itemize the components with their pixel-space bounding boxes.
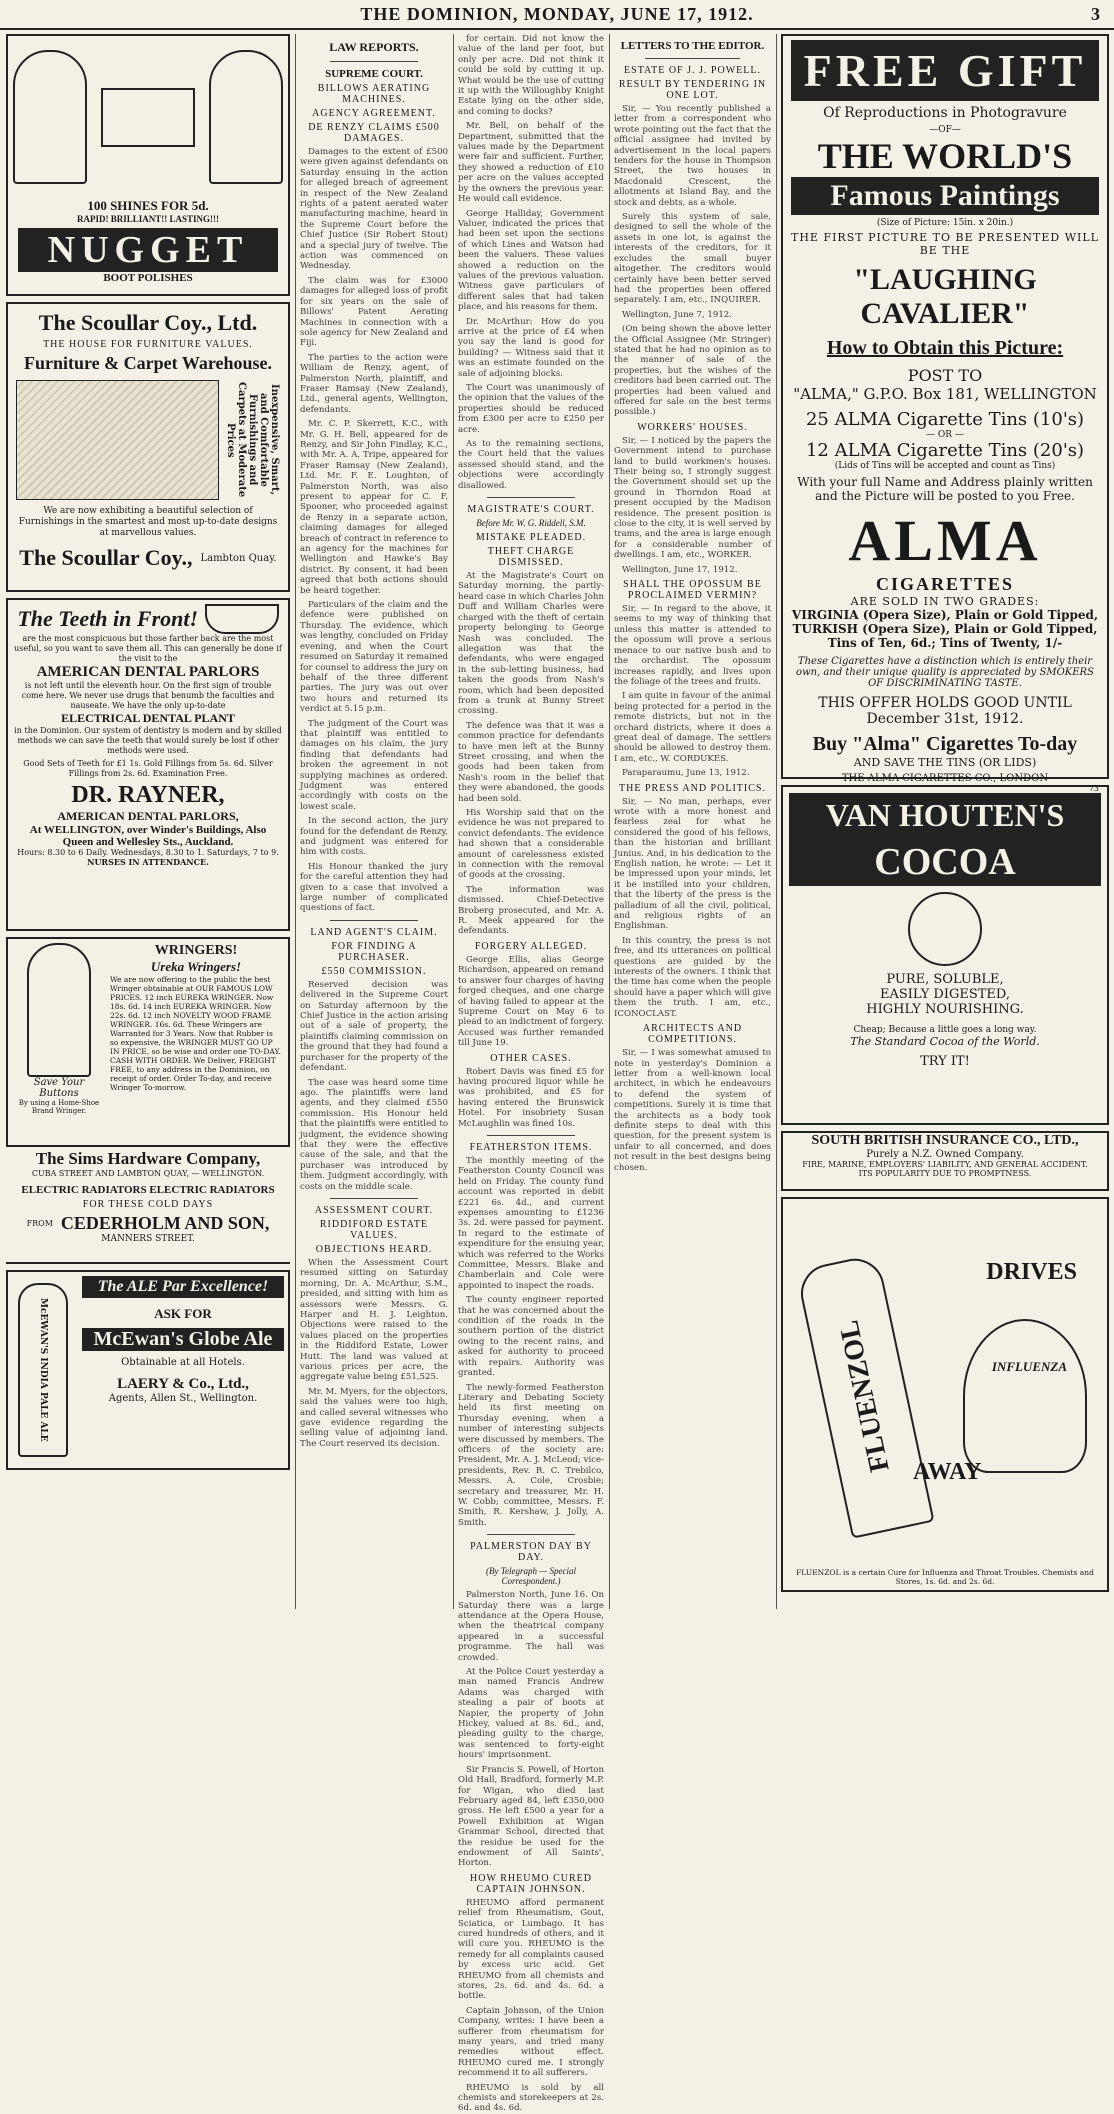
- nugget-ad: [6, 34, 290, 296]
- dental-plant-text: in the Dominion. Our system of dentistry is modern and by skilled methods we can save the teeth that would surely be lost if other methods were used.: [14, 726, 282, 755]
- turkish-grade: TURKISH (Opera Size), Plain or Gold Tipped,: [792, 622, 1098, 636]
- col-law-reports: [300, 34, 448, 1609]
- nugget-brand: NUGGET: [18, 228, 278, 272]
- insurance-fire: FIRE, MARINE, EMPLOYERS' LIABILITY, AND GENERAL ACCIDENT.: [802, 1160, 1088, 1169]
- cocoa-heading: COCOA: [789, 838, 1101, 886]
- article-paragraph: Mr. M. Myers, for the objectors, said the values were too high, and called several witnesses who gave evidence regarding the selling value of adjoining land. The Court reserved its decision.: [300, 1386, 448, 1449]
- law-case: BILLOWS AERATING MACHINES.: [317, 83, 431, 105]
- article-paragraph: Robert Davis was fined £5 for having procured liquor while he was prohibited, and £5 for having entered the Brunswick Hotel. For insobriety Susan McLaughlin was fined 10s.: [458, 1066, 604, 1129]
- article-paragraph: The defence was that it was a common practice for defendants to have men left at the Bunny Street crossing, and when the goods had been taken from Nash's room in the belief that they were abandoned, the goods had been sold.: [458, 720, 604, 804]
- article-paragraph: (On being shown the above letter the Official Assignee (Mr. Stringer) stated that he had no opinion as to the manner of sale of the properties, but the wishes of the creditors had been carried out. The properties had been valued and offered for sale on the best terms possible.): [614, 324, 771, 418]
- column-rule: [609, 34, 610, 1609]
- assess-title: ASSESSMENT COURT.: [314, 1204, 434, 1216]
- col-courts: [458, 34, 604, 2114]
- repro-text: Of Reproductions in Photogravure: [823, 105, 1067, 121]
- tins-price: Tins of Ten, 6d.; Tins of Twenty, 1/-: [827, 636, 1063, 650]
- mcewan-headline: The ALE Par Excellence!: [82, 1276, 284, 1298]
- article-paragraph: Sir Francis S. Powell, of Horton Old Hall, Bradford, formerly M.P. for Wigan, who died last February aged 84, left £350,000 gross. He left £500 a year for a Powell Exhibition at Wigan Grammar School, directed that the residue be used for the endowment of All Saints', Horton.: [458, 1764, 604, 1869]
- teeth-icon: [205, 604, 279, 634]
- cocoa-tin-icon: [908, 892, 982, 966]
- article-paragraph: The judgment of the Court was that plaintiff was entitled to damages on his claim, the jury finding that defendants had broken the agreement in not supplying machines as ordered. Judgment was entered accordingly with costs on the lowest scale.: [300, 718, 448, 812]
- article-paragraph: The information was dismissed. Chief-Detective Broberg prosecuted, and Mr. A. R. Meek appeared for the defendants.: [458, 884, 604, 937]
- scoullar-house: THE HOUSE FOR FURNITURE VALUES.: [43, 339, 253, 350]
- fluenzol-influenza: INFLUENZA: [991, 1359, 1067, 1374]
- cocoa-cheap: Cheap; Because a little goes a long way.: [853, 1025, 1037, 1035]
- mcewan-agent-address: Agents, Allen St., Wellington.: [108, 1393, 258, 1404]
- tender-heading: RESULT BY TENDERING IN ONE LOT.: [618, 79, 767, 101]
- sims-company: The Sims Hardware Company,: [35, 1149, 261, 1168]
- article-paragraph: When the Assessment Court resumed sitting on Saturday morning, Dr. A. McArthur, S.M., presided, and sitting with him as assessors were Messrs. G. Harper and H. J. Leighton. Objections were raised to the values placed on the properties in the Riddiford Estate, Lower Hutt. The land was valued at various prices per acre, the aggregate value being £51,525.: [300, 1257, 448, 1383]
- laughing-cavalier: "LAUGHING CAVALIER": [853, 263, 1037, 330]
- col-letters: [614, 34, 771, 1609]
- article-paragraph: Particulars of the claim and the defence were published on Thursday. The evidence, which was lengthy, concluded on Friday evening, and when the Court resumed on Saturday it remained for counsel to address the jury on behalf of the three different parties. The jury was out over two hours and returned its verdict at 5.15 p.m.: [300, 600, 448, 715]
- article-paragraph: The case was heard some time ago. The plaintiffs were land agents, and they claimed £550 commission. His Honour held that the plaintiffs were entitled to judgment, the evidence showing that they were the effective cause of the sale, and that the purchaser was introduced by them. Judgment accordingly, with costs on the middle scale.: [300, 1077, 448, 1192]
- mistake-heading: MISTAKE PLEADED.: [475, 532, 587, 544]
- law-claim: DE RENZY CLAIMS £500 DAMAGES.: [308, 122, 440, 144]
- article-paragraph: At the Police Court yesterday a man named Francis Andrew Adams was charged with stealing a pair of boots at Napier, the property of John Hickey, valued at 8s. 6d., and, pleading guilty to the charge, was sentenced to forty-eight hours' imprisonment.: [458, 1667, 604, 1761]
- featherston-title: FEATHERSTON ITEMS.: [469, 1141, 593, 1153]
- article-paragraph: His Honour thanked the jury for the careful attention they had given to a case that involved a large number of complicated questions of fact.: [300, 861, 448, 914]
- fluenzol-footer: FLUENZOL is a certain Cure for Influenza and Throat Troubles. Chemists and Stores, 1s. 6d. and 2s. 6d.: [796, 1568, 1094, 1586]
- dental-headline: The Teeth in Front!: [17, 606, 199, 631]
- nugget-tagline: RAPID! BRILLIANT!! LASTING!!!: [76, 214, 219, 224]
- dental-intro2: is not left until the eleventh hour. On the first sign of trouble come here. We never use drugs that benumb the faculties and nauseate. We have the only up-to-date: [21, 681, 275, 710]
- column-rule: [776, 34, 777, 1609]
- column-rule: [453, 34, 454, 1609]
- mcewan-brand: McEwan's Globe Ale: [82, 1328, 284, 1351]
- or-separator: — OR —: [926, 430, 964, 440]
- room-illustration: [16, 380, 219, 500]
- polish-tin-icon: [101, 88, 195, 147]
- ale-bottle-icon: McEWAN'S INDIA PALE ALE: [18, 1283, 68, 1457]
- assess-sub: RIDDIFORD ESTATE VALUES.: [319, 1218, 429, 1241]
- fluenzol-away: AWAY: [913, 1459, 982, 1485]
- article-paragraph: Sir, — In regard to the above, it seems to my way of thinking that unless this matter is attended to the opossum will prove a serious menace to our native bush and to the orchardist. The opossum increases rapidly, and lives upon the foliage of the trees and fruits.: [614, 604, 771, 687]
- cocoa-try: TRY IT!: [920, 1054, 970, 1069]
- architects-heading: ARCHITECTS AND COMPETITIONS.: [642, 1023, 743, 1046]
- grades-text: ARE SOLD IN TWO GRADES:: [850, 595, 1040, 608]
- article-paragraph: In this country, the press is not free, and its utterances on political questions are guided by the interests of the owners. I think that the time has come when the people should have a paper which will give them the truth. I am, etc., ICONOCLAST.: [614, 935, 771, 1019]
- virginia-grade: VIRGINIA (Opera Size), Plain or Gold Tipped,: [791, 608, 1099, 622]
- palmerston-title: PALMERSTON DAY BY DAY.: [470, 1541, 592, 1564]
- wringer-ad: [6, 937, 290, 1147]
- nugget-shines: 100 SHINES FOR 5d.: [87, 198, 209, 213]
- cocoa-highly: HIGHLY NOURISHING.: [866, 1002, 1024, 1017]
- fluenzol-drives: DRIVES: [986, 1259, 1077, 1285]
- article-paragraph: Paraparaumu, June 13, 1912.: [622, 768, 750, 779]
- sims-address: CUBA STREET AND LAMBTON QUAY, — WELLINGTON.: [31, 1169, 265, 1178]
- article-paragraph: George Halliday, Government Valuer, indicated the prices that had been set upon the sections of which Lines and Watson had been the valuers. These values showed a reduction on the values of the previous valuation. Witness gave particulars of different sales that had taken place, and his reasons for them.: [458, 208, 604, 313]
- mcewan-agent: LAERY & Co., Ltd.,: [117, 1376, 249, 1392]
- dental-intro: are the most conspicuous but those farther back are the most useful, so you want to save them all. This can generally be done if the visit to the: [14, 634, 282, 663]
- fluenzol-label: FLUENZOL: [833, 1317, 896, 1475]
- scoullar-blurb: We are now exhibiting a beautiful selection of Furnishings in the smartest and most up-to-date designs at marvellous values.: [18, 506, 278, 538]
- scoullar-warehouse: Furniture & Carpet Warehouse.: [24, 353, 272, 373]
- save-tins: AND SAVE THE TINS (OR LIDS): [853, 756, 1037, 769]
- law-court: SUPREME COURT.: [325, 68, 423, 80]
- scoullar-ad: [6, 302, 290, 592]
- van-houten-brand: VAN HOUTEN'S: [789, 793, 1101, 838]
- agent-sub: FOR FINDING A PURCHASER.: [331, 940, 417, 963]
- article-paragraph: The county engineer reported that he was concerned about the condition of the roads in the southern portion of the district owing to the recent rains, and asked for authority to proceed with repairs. Authority was granted.: [458, 1295, 604, 1379]
- workers-heading: WORKERS' HOUSES.: [637, 421, 748, 433]
- dental-hours: Hours: 8.30 to 6 Daily. Wednesdays, 8.30 to 1. Saturdays, 7 to 9.: [17, 848, 279, 857]
- article-paragraph: Damages to the extent of £500 were given against defendants on Saturday ensuing in the action for alleged breach of agreement in respect of the New Zealand rights of a patent aerated water manufacturing machine, heard in the Supreme Court before the Chief Justice (Sir Robert Stout) and a special jury of twelve. The action was commenced on Wednesday.: [300, 147, 448, 272]
- article-paragraph: At the Magistrate's Court on Saturday morning, the partly-heard case in which Charles John Duff and William Charles were charged with the theft of certain property belonging to George Nash was concluded. The allegation was that the defendants, who were engaged in the sub-letting business, had taken the goods from Nash's room, which had been deposited from a trunk at Bunny Street crossing.: [458, 571, 604, 717]
- column-rule: [295, 34, 296, 1609]
- article-paragraph: The Court was unanimously of the opinion that the values of the properties should be reduced from £300 per acre to £250 per acre.: [458, 383, 604, 435]
- tins-25: 25 ALMA Cigarette Tins (10's): [805, 409, 1085, 430]
- scoullar-side: Inexpensive, Smart, and Comfortable Furnishings and Carpets at Moderate Prices: [225, 382, 280, 498]
- letters-title: LETTERS TO THE EDITOR.: [620, 40, 765, 52]
- dental-nurses: NURSES IN ATTENDANCE.: [87, 857, 209, 867]
- scoullar-footer: The Scoullar Coy.,: [19, 545, 193, 570]
- article-paragraph: Palmerston North, June 16. On Saturday there was a large attendance at the Opera House, when the theatrical company appeared in a successful programme. The hall was crowded.: [458, 1590, 604, 1663]
- radiator-title: ELECTRIC RADIATORS ELECTRIC RADIATORS: [21, 1184, 275, 1196]
- insurance-purely: Purely a N.Z. Owned Company.: [866, 1149, 1024, 1160]
- figure-icon: [13, 50, 87, 184]
- law-subcase: AGENCY AGREEMENT.: [312, 108, 436, 119]
- radiator-sub: FOR THESE COLD DAYS: [82, 1199, 214, 1210]
- alma-code: 73: [1088, 784, 1099, 793]
- mcewan-ad: [6, 1270, 290, 1470]
- article-paragraph: Sir, — I noticed by the papers the Government intend to purchase land to build workmen's houses. Their being so, I strongly suggest the Government should set up the ground in Thorndon Road at present occupied by the Madison residence. The present position is close to the city, it is well served by trams, and the area is large enough for a considerable number of dwellings. I am, etc., WORKER.: [614, 435, 771, 561]
- dental-doctor-parlors: AMERICAN DENTAL PARLORS,: [57, 809, 239, 823]
- dental-plant: ELECTRICAL DENTAL PLANT: [61, 711, 235, 725]
- fluenzol-ad: [781, 1197, 1109, 1592]
- dental-parlors: AMERICAN DENTAL PARLORS: [36, 664, 260, 680]
- scoullar-location: Lambton Quay.: [200, 552, 277, 564]
- mcewan-obtainable: Obtainable at all Hotels.: [121, 1357, 245, 1368]
- article-paragraph: RHEUMO is sold by all chemists and storekeepers at 2s. 6d. and 4s. 6d.: [458, 2082, 604, 2114]
- figure-icon: [209, 50, 283, 184]
- estate-heading: ESTATE OF J. J. POWELL.: [624, 65, 761, 76]
- cigarettes-heading: CIGARETTES: [875, 574, 1015, 594]
- radiator-street: MANNERS STREET.: [101, 1234, 195, 1244]
- article-paragraph: Dr. McArthur: How do you arrive at the price of £4 when you say the land is good for building? — Witness said that it was an estimate founded on the sale of adjoining blocks.: [458, 316, 604, 379]
- article-paragraph: Reserved decision was delivered in the Supreme Court on Saturday afternoon by the Chief Justice in the action arising out of a sale of property, the plaintiffs claiming commission on the ground that they had found a purchaser for the property of the defendant.: [300, 979, 448, 1074]
- article-paragraph: His Worship said that on the evidence he was not prepared to convict defendants. The evidence had shown that a considerable amount of carelessness existed in connection with the removal of goods at the crossing.: [458, 808, 604, 881]
- article-paragraph: Wellington, June 7, 1912.: [622, 309, 732, 320]
- offer-text: THIS OFFER HOLDS GOOD UNTIL December 31st, 1912.: [818, 695, 1072, 727]
- insurance-popularity: ITS POPULARITY DUE TO PROMPTNESS.: [858, 1169, 1032, 1178]
- tins-12: 12 ALMA Cigarette Tins (20's): [805, 440, 1085, 461]
- cocoa-standard: The Standard Cocoa of the World.: [850, 1035, 1040, 1048]
- dental-address: At WELLINGTON, over Winder's Buildings, Also Queen and Wellesley Sts., Auckland.: [29, 824, 267, 848]
- cocoa-pure: PURE, SOLUBLE,: [886, 972, 1004, 987]
- other-heading: OTHER CASES.: [490, 1052, 572, 1064]
- press-heading: THE PRESS AND POLITICS.: [619, 782, 766, 794]
- radiator-ad: [6, 1184, 290, 1264]
- worlds-heading: THE WORLD'S: [817, 136, 1073, 176]
- alma-box: "ALMA," G.P.O. Box 181, WELLINGTON: [793, 385, 1097, 403]
- post-to: POST TO: [907, 366, 983, 385]
- radiator-from: FROM: [26, 1219, 53, 1228]
- article-paragraph: Sir, — You recently published a letter from a correspondent who wrote pointing out the fact that the official assignee had invited by advertisement in the local papers tenders for the house in Thompson Street, the two houses in Macdonald Crescent, the allotments at Island Bay, and the stock and debts, as a whole.: [614, 104, 771, 208]
- mcewan-ask: ASK FOR: [154, 1306, 212, 1321]
- famous-paintings-heading: Famous Paintings: [791, 177, 1099, 215]
- dental-prices: Good Sets of Teeth for £1 1s. Gold Fillings from 5s. 6d. Silver Fillings from 2s. 6d. Examination Free.: [23, 759, 273, 778]
- article-paragraph: The parties to the action were William de Renzy, agent, of Palmerston North, plaintiff, and Fraser Ramsay (New Zealand), Ltd., general agents, Wellington, defendants.: [300, 352, 448, 415]
- forgery-heading: FORGERY ALLEGED.: [474, 940, 588, 952]
- wringer-caption: Save Your Buttons: [33, 1077, 85, 1099]
- article-paragraph: Mr. Bell, on behalf of the Department, submitted that the values made by the Department were fair and sufficient. Further, they showed a reduction of £10 per acre on the values accepted by the owners the previous year. He would call evidence.: [458, 121, 604, 205]
- masthead: [0, 0, 1114, 30]
- law-title: LAW REPORTS.: [329, 40, 419, 54]
- theft-heading: THEFT CHARGE DISMISSED.: [487, 546, 575, 569]
- dental-doctor: DR. RAYNER,: [71, 782, 225, 808]
- insurance-name: SOUTH BRITISH INSURANCE CO., LTD.,: [811, 1133, 1079, 1148]
- article-paragraph: In the second action, the jury found for the defendant de Renzy, and judgment was entered for him with costs.: [300, 816, 448, 858]
- article-paragraph: Surely this system of sale, designed to sell the whole of the assets in one lot, is against the interests of the creditors, for it excludes the small buyer altogether. The creditors would certainly have been better served had the properties been offered separately. I am, etc., INQUIRER.: [614, 212, 771, 306]
- wringer-text: We are now offering to the public the best Wringer obtainable at OUR FAMOUS LOW PRICES. 12 inch EUREKA WRINGER. Now 18s. 6d. 14 inch EUREKA WRINGER. Now 22s. 6d. 12 inch NOVELTY WOOD FRAME WRINGER. 16s. 6d. These Wringers are Warranted for 3 Years. Now that Rubber is so expensive, the WRINGER MUST GO UP IN PRICE, so be wise and order one TO-DAY. CASH WITH ORDER. We Deliver, FREIGHT FREE, to any address in the Dominion, on receipt of order. Order To-day, and receive Wringer To-morrow.: [110, 975, 281, 1092]
- alma-ad: [781, 34, 1109, 793]
- agent-sub2: £550 COMMISSION.: [321, 965, 427, 977]
- cocoa-easily: EASILY DIGESTED,: [879, 987, 1011, 1002]
- page-number: 3: [1091, 4, 1100, 24]
- lids-note: (Lids of Tins will be accepted and count as Tins): [834, 461, 1056, 471]
- wringer-caption2: By using a Home-Shoe Brand Wringer.: [18, 1099, 100, 1115]
- fluenzol-bottle-icon: [795, 1253, 934, 1538]
- wringer-title: WRINGERS!: [154, 943, 238, 958]
- article-paragraph: The newly-formed Featherston Literary and Debating Society held its first meeting on Thursday evening, when a number of interesting subjects were discussed by members. The officers of the society are: President, Mr. A. J. McLeod; vice-presidents, Rev. R. C. Trebilco, Messrs. A. Cole, Crosbie; secretary and treasurer, Mr. H. W. Cobb; committee, Messrs. F. Smith, R. Kershaw, J. Jolly, A. Smith.: [458, 1382, 604, 1528]
- free-gift-heading: FREE GIFT: [791, 40, 1099, 101]
- nugget-sub: BOOT POLISHES: [103, 272, 193, 284]
- col-ads-left: [6, 34, 290, 1609]
- col-ads-right: [781, 34, 1109, 1609]
- alma-company: THE ALMA CIGARETTES CO., LONDON: [841, 773, 1049, 784]
- wringer-sub: Ureka Wringers!: [150, 959, 242, 974]
- article-paragraph: As to the remaining sections, the Court held that the values assessed should stand, and the objections were accordingly disallowed.: [458, 439, 604, 491]
- alma-brand: ALMA: [848, 508, 1042, 573]
- picture-size: (Size of Picture: 15in. x 20in.): [876, 218, 1014, 228]
- palmerston-byline: (By Telegraph — Special Correspondent.): [486, 1566, 576, 1587]
- article-paragraph: George Ellis, alias George Richardson, appeared on remand to answer four charges of having forged cheques, and one charge of having failed to appear at the Supreme Court on May 6 to plead to an indictment of forgery. Accused was further remanded till June 19.: [458, 954, 604, 1049]
- nugget-illustration: [8, 36, 288, 198]
- mag-title: MAGISTRATE'S COURT.: [467, 504, 595, 516]
- assess-sub2: OBJECTIONS HEARD.: [315, 1243, 433, 1255]
- article-paragraph: The monthly meeting of the Featherston County Council was held on Friday. The county fund account was reported in debit £221 6s. 4d., and current expenses amounting to £1236 3s. 2d. were passed for payment. In regard to the estimate of expenditure for the ensuing year, which was referred to the Works Committee, Messrs. Blake and Chamberlain and Cole were appointed to inspect the roads.: [458, 1155, 604, 1291]
- article-paragraph: Sir, — No man, perhaps, ever wrote with a more honest and fearless zeal for what he considered the good of his fellows, than the historian and brilliant Junius. And, in his dedication to the English nation, he wrote: — Let it be impressed upon your minds, let it be instilled into your children, that the liberty of the press is the palladium of all the civil, political, and religious rights of an Englishman.: [614, 796, 771, 932]
- buy-alma: Buy "Alma" Cigarettes To-day: [812, 733, 1078, 755]
- dental-ad: [6, 598, 290, 931]
- with-name-note: With your full Name and Address plainly written and the Picture will be posted to you Free.: [797, 475, 1093, 503]
- scoullar-name: The Scoullar Coy., Ltd.: [38, 310, 258, 335]
- mag-byline: Before Mr. W. G. Riddell, S.M.: [476, 518, 586, 529]
- article-paragraph: RHEUMO afford permanent relief from Rheumatism, Gout, Sciatica, or Lumbago. It has cured hundreds of others, and it will cure you. RHEUMO is the remedy for all complaints caused by excess uric acid. Get RHEUMO from all chemists and stores, 2s. 6d. and 4s. 6d. a bottle.: [458, 1897, 604, 2002]
- opossum-heading: SHALL THE OPOSSUM BE PROCLAIMED VERMIN?: [623, 579, 762, 602]
- influenza-demon-icon: [963, 1319, 1087, 1473]
- page-title: THE DOMINION, MONDAY, JUNE 17, 1912.: [360, 4, 754, 24]
- article-paragraph: Wellington, June 17, 1912.: [622, 564, 738, 575]
- article-paragraph: Sir, — I was somewhat amused to note in yesterday's Dominion a letter from a well-known local architect, in which he endeavours to defend the system of competitions. Surely it is time that the architects as a body took definite steps to deal with this question, for the present system is unfair to all concerned, and does not result in the best designs being chosen.: [614, 1048, 771, 1173]
- article-paragraph: Captain Johnson, of the Union Company, writes: I have been a sufferer from rheumatism for many years, and tried many remedies without effect. RHEUMO cured me. I strongly recommend it to all sufferers.: [458, 2005, 604, 2079]
- woman-figure-icon: [27, 943, 91, 1077]
- first-picture-text: THE FIRST PICTURE TO BE PRESENTED WILL BE THE: [791, 231, 1099, 257]
- of-separator: —OF—: [929, 125, 961, 135]
- insurance-ad: [781, 1131, 1109, 1191]
- distinction-text: These Cigarettes have a distinction which is entirely their own, and their unique quality is appreciated by SMOKERS OF DISCRIMINATING TASTE.: [796, 656, 1094, 689]
- article-paragraph: for certain. Did not know the value of the land per foot, but only per acre. Did not think it could be sold by cutting it up. What would be the use of cutting it up with the Willoughby Knight Estate lying on the other side, and coming to docks?: [458, 34, 604, 117]
- rheumo-title: HOW RHEUMO CURED CAPTAIN JOHNSON.: [470, 1872, 592, 1895]
- article-paragraph: Mr. C. P. Skerrett, K.C., with Mr. G. H. Bell, appeared for de Renzy, and Sir John Findlay, K.C., with Mr. A. A. Tripe, appeared for Fraser Ramsay (New Zealand), Ltd. Mr. F. E. Loughton, of Palmerston North, was also present to appear for C. F. Spooner, who proceeded against de Renzy in a separate action, claiming damages for alleged breach of contract in reference to an agency for the machines for Wellington and Hawke's Bay district. By consent, it had been agreed that both actions should be heard together.: [300, 419, 448, 596]
- van-houten-ad: [781, 785, 1109, 1125]
- agent-title: LAND AGENT'S CLAIM.: [310, 926, 438, 938]
- how-to-obtain: How to Obtain this Picture:: [826, 337, 1064, 359]
- radiator-firm: CEDERHOLM AND SON,: [60, 1213, 270, 1233]
- article-paragraph: The claim was for £3000 damages for alleged loss of profit for six years on the sale of Billows' Patent Aerating Machines in connection with a sole agency for New Zealand and Fiji.: [300, 275, 448, 349]
- article-paragraph: I am quite in favour of the animal being protected for a period in the remote districts, but not in the orchard districts, where it does a great deal of damage. The settlers should be allowed to destroy them. I am, etc., W. CORDUKES.: [614, 691, 771, 764]
